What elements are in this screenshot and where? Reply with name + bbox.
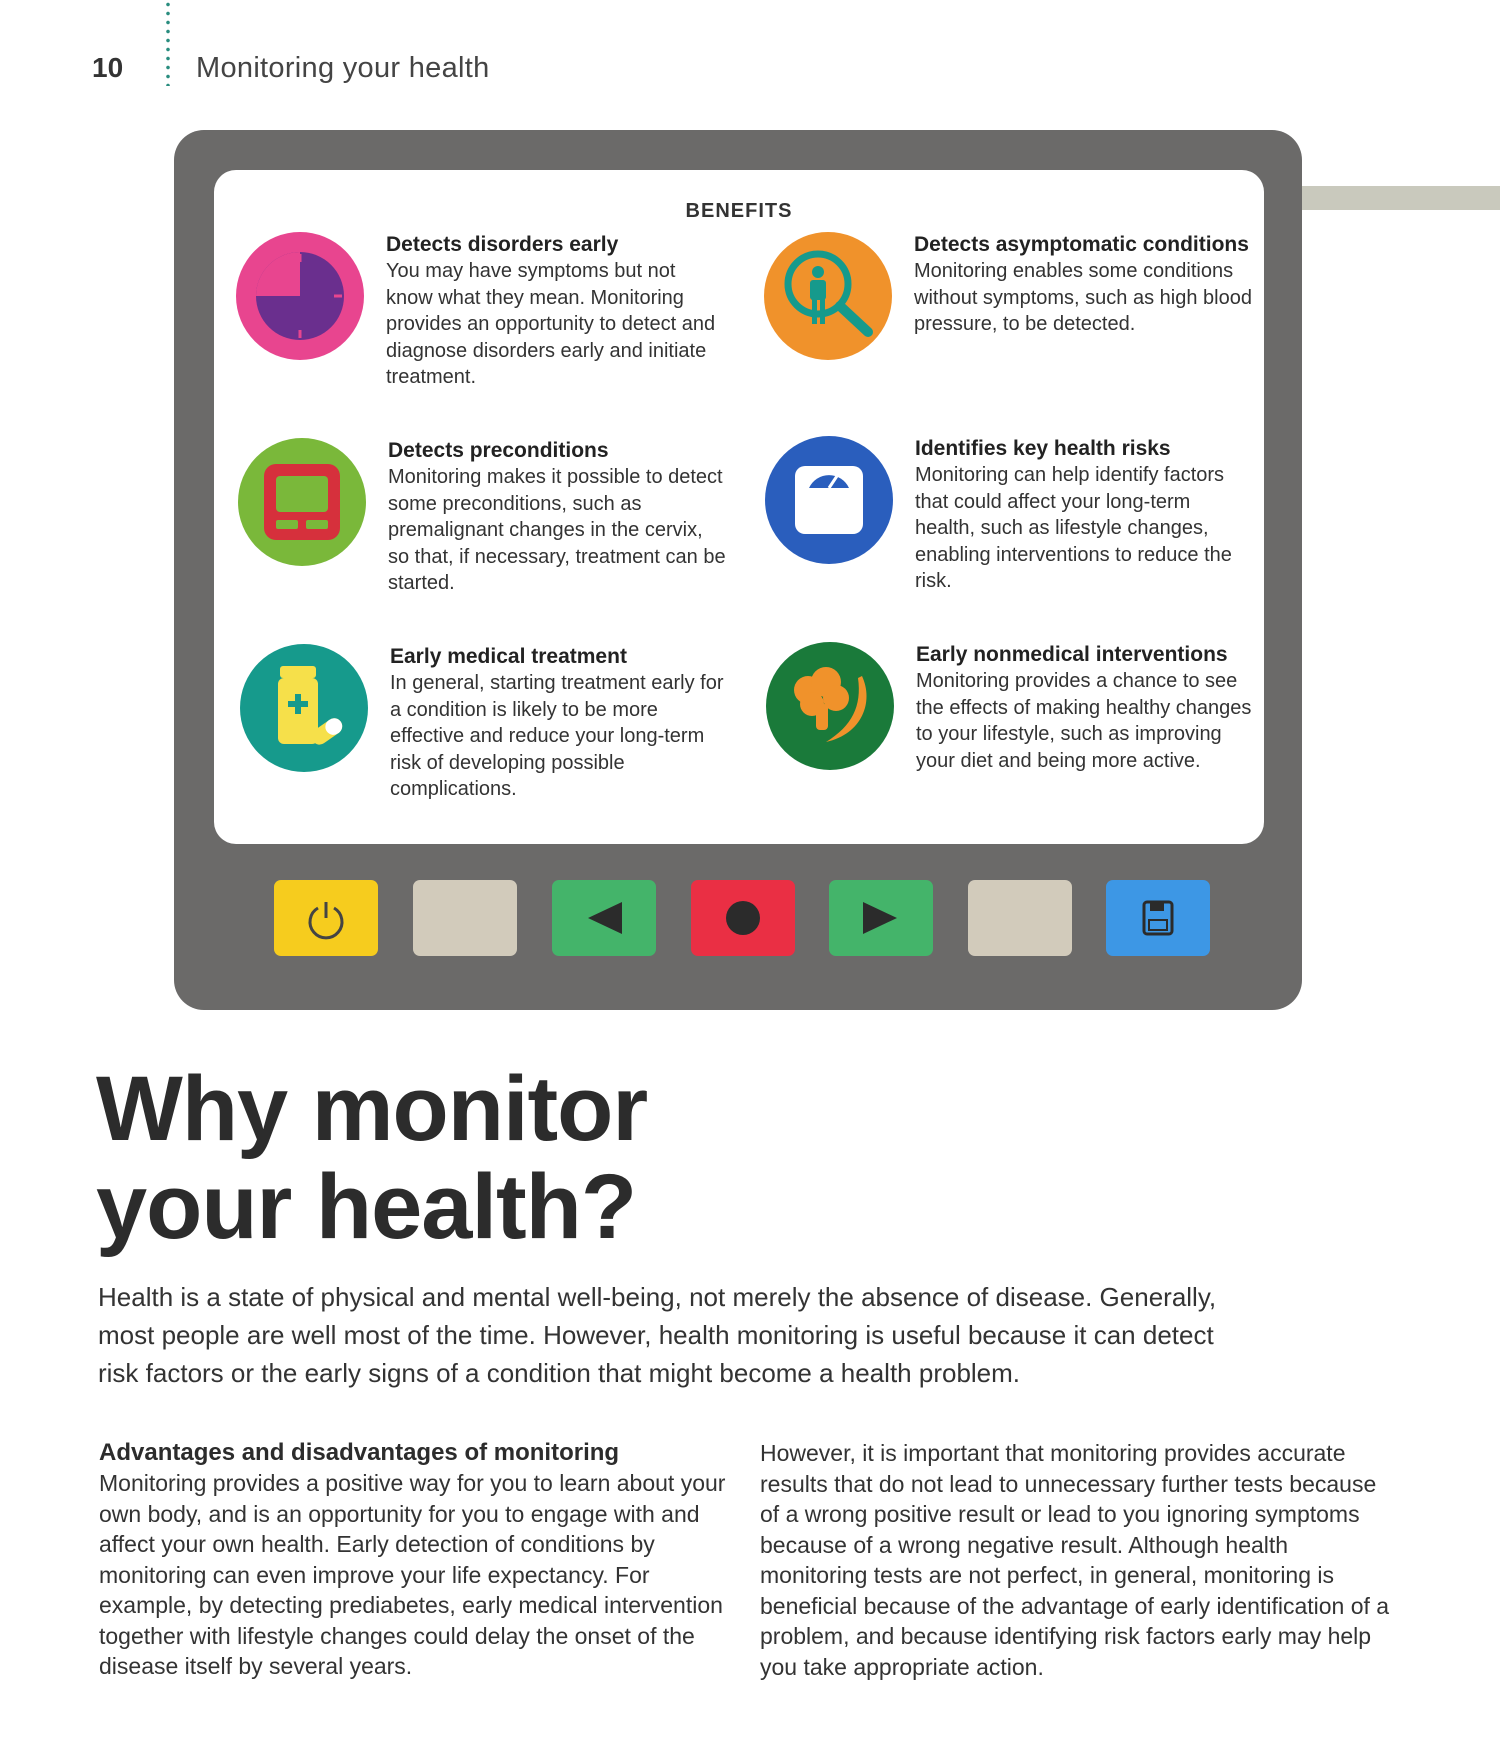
floppy-disk-icon — [1106, 880, 1210, 956]
decorative-strip — [1300, 186, 1500, 210]
page-title-line: your health? — [96, 1156, 637, 1258]
left-body-text: Monitoring provides a positive way for you to learn about your own body, and is an opportunity for you to engage with and affect your own health. Early detection of conditions by monitoring can even improve your life expectancy. For example, by detecting prediabetes, early medical intervention together with lifestyle changes could delay the onset of the disease itself by several years. — [99, 1470, 726, 1679]
weighing-scale-icon — [765, 436, 893, 564]
clock-icon — [236, 232, 364, 360]
blank-button-right[interactable] — [968, 880, 1072, 956]
medicine-bottle-icon — [240, 644, 368, 772]
benefit-title: Early medical treatment — [390, 645, 627, 668]
magnifier-person-icon — [764, 232, 892, 360]
device-controls — [174, 880, 1302, 958]
right-triangle-icon — [829, 880, 933, 956]
left-triangle-icon — [552, 880, 656, 956]
previous-button[interactable] — [552, 880, 656, 956]
benefit-body: Monitoring provides a chance to see the effects of making healthy changes to your lifestyle, such as improving your diet and being more active. — [916, 670, 1252, 772]
record-button[interactable] — [691, 880, 795, 956]
benefit-body: You may have symptoms but not know what they mean. Monitoring provides an opportunity to detect and diagnose disorders early and initiate treatment. — [386, 260, 716, 388]
broccoli-banana-icon — [766, 642, 894, 770]
benefit-title: Early nonmedical interventions — [916, 643, 1228, 666]
play-button[interactable] — [829, 880, 933, 956]
section-heading: Advantages and disadvantages of monitoring — [99, 1439, 620, 1466]
benefit-title: Detects preconditions — [388, 439, 609, 462]
page-title-line: Why monitor — [96, 1058, 648, 1160]
benefit-body: Monitoring makes it possible to detect some preconditions, such as premalignant changes in the cervix, so that, if necessary, treatment can be started. — [388, 466, 726, 594]
intro-paragraph: Health is a state of physical and mental well-being, not merely the absence of disease. Generally, most people are well most of the time. However, health monitoring is useful because it can detect risk factors or the early signs of a condition that might become a health problem. — [98, 1282, 1217, 1388]
page-title — [96, 1060, 647, 1256]
benefit-body: Monitoring enables some conditions without symptoms, such as high blood pressure, to be detected. — [914, 260, 1252, 335]
running-title: Monitoring your health — [196, 52, 490, 84]
page-header — [0, 0, 1500, 120]
benefit-title: Detects disorders early — [386, 233, 619, 256]
device-screen — [214, 170, 1264, 844]
device-illustration — [174, 130, 1302, 1010]
dotted-divider — [166, 0, 170, 86]
left-column — [99, 1438, 729, 1682]
right-body-text: However, it is important that monitoring provides accurate results that do not lead to unnecessary further tests because of a wrong positive result or lead to you ignoring symptoms because of a wrong negative result. Although health monitoring tests are not perfect, in general, monitoring is beneficial because of the advantage of early identification of a problem, and because identifying risk factors early may help you take appropriate action. — [760, 1440, 1390, 1680]
benefit-body: In general, starting treatment early for a condition is likely to be more effective and reduce your long-term risk of developing possible complications. — [390, 672, 724, 800]
blank-button-left[interactable] — [413, 880, 517, 956]
page-number: 10 — [92, 52, 124, 83]
record-dot-icon — [691, 880, 795, 956]
benefit-body: Monitoring can help identify factors that could affect your long-term health, such as lifestyle changes, enabling interventions to reduce the risk. — [915, 464, 1232, 592]
power-button[interactable] — [274, 880, 378, 956]
save-button[interactable] — [1106, 880, 1210, 956]
benefit-title: Detects asymptomatic conditions — [914, 233, 1249, 256]
right-column — [760, 1438, 1390, 1682]
benefit-title: Identifies key health risks — [915, 437, 1171, 460]
power-icon — [274, 880, 378, 956]
monitor-device-icon — [238, 438, 366, 566]
benefits-title: BENEFITS — [685, 200, 793, 222]
